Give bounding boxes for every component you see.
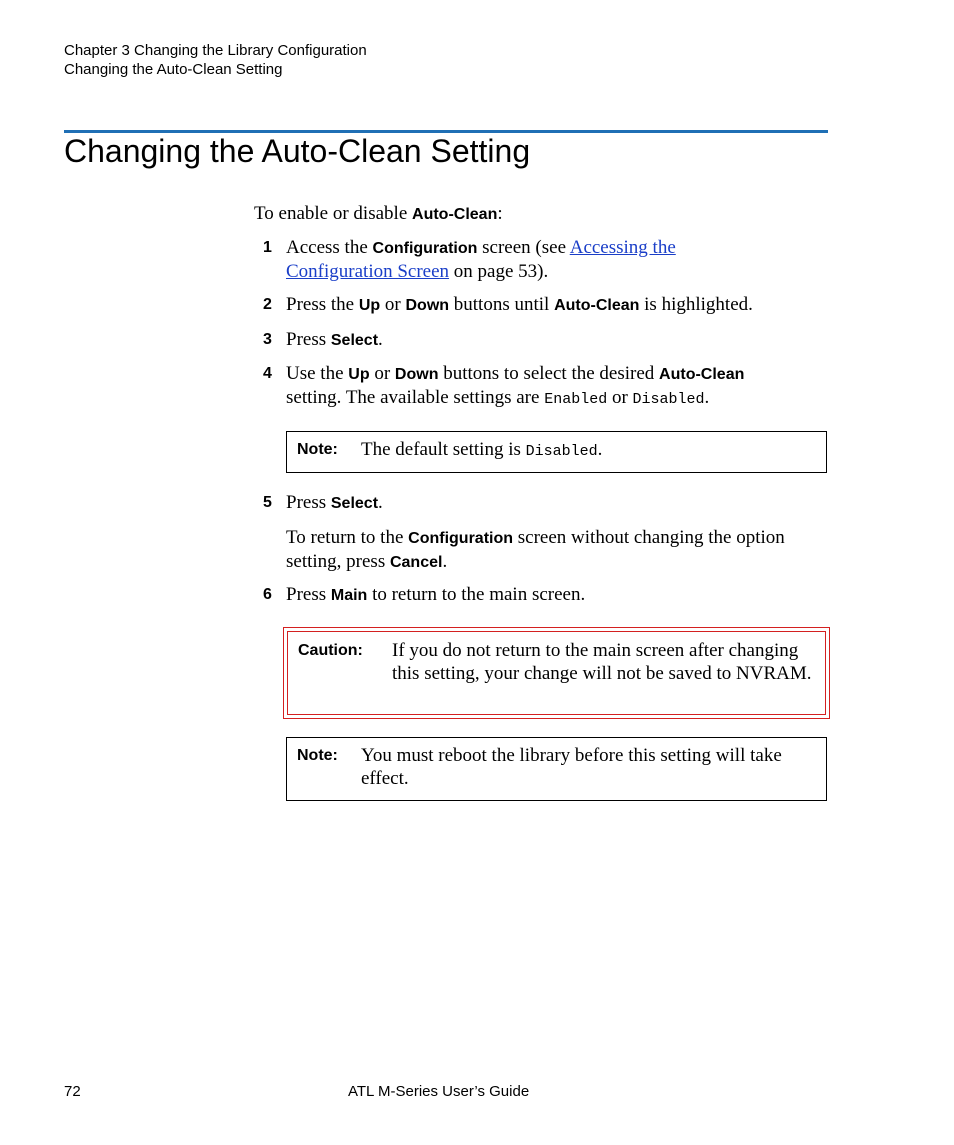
caution-text: If you do not return to the main screen after changing this setting, your change will not be saved to NVRAM. [392,640,812,684]
running-header-chapter: Chapter 3 Changing the Library Configuration [64,42,367,59]
step-text: or [369,363,395,384]
ui-term: Configuration [372,240,478,257]
step-1-number: 1 [263,239,272,256]
step-text: buttons until [449,294,555,315]
caution-inner-frame [287,631,826,715]
step-text: Access the [286,237,373,258]
ui-term: Main [330,587,368,604]
step-text: or [607,387,633,408]
step-5-text [286,491,831,515]
step-1-text [286,236,831,283]
ui-term: Configuration [408,530,514,547]
ui-term: Auto-Clean [659,366,745,383]
step-text: . [704,387,710,408]
step-text: buttons to select the desired [438,363,660,384]
intro-paragraph [254,202,503,226]
step-text: . [378,492,383,513]
setting-value: Disabled [632,391,705,408]
step-6-text [286,583,831,607]
note-text: You must reboot the library before this setting will take effect. [361,745,782,789]
step-text: Press [286,329,331,350]
step-4-text [286,362,831,411]
step-3-text [286,328,831,352]
note-default-setting [286,431,827,473]
step-2-number: 2 [263,296,272,313]
link-text: Configuration Screen [286,261,450,282]
para-text: . [442,551,448,572]
para-text: To return to the [286,527,409,548]
ui-term: Up [348,366,370,383]
page-title: Changing the Auto-Clean Setting [64,133,531,169]
ui-term: Cancel [389,554,443,571]
link-text: Accessing the [569,237,676,258]
para-text: screen without changing the option setting, press [286,527,785,572]
running-header-section: Changing the Auto-Clean Setting [64,61,283,78]
intro-text: To enable or disable [254,203,413,224]
ui-term: Down [394,366,439,383]
ui-term: Up [358,297,381,314]
note-text-part: The default setting is [361,439,526,460]
caution-label: Caution: [298,642,363,659]
setting-value: Enabled [544,391,608,408]
intro-suffix: : [497,203,503,224]
step-2-text [286,293,831,317]
intro-term: Auto-Clean [412,206,498,223]
note-text-part: . [597,439,603,460]
document-title: ATL M-Series User’s Guide [348,1083,530,1100]
step-text: or [380,294,406,315]
step-5-number: 5 [263,494,272,511]
step-text: is highlighted. [639,294,753,315]
step-text: setting. The available settings are [286,387,545,408]
ui-term: Select [330,332,379,349]
page-number: 72 [64,1083,81,1100]
step-text: on page 53). [449,261,549,282]
note-label: Note: [297,747,338,764]
caution-box [283,627,830,719]
ui-term: Select [330,495,379,512]
step-text: Press [286,584,331,605]
note-reboot [286,737,827,801]
ui-term: Auto-Clean [554,297,640,314]
step-text: to return to the main screen. [367,584,586,605]
step-text: screen (see [477,237,570,258]
step-text: . [378,329,383,350]
note-label: Note: [297,441,338,458]
step-text: Use the [286,363,349,384]
ui-term: Down [405,297,450,314]
step-6-number: 6 [263,586,272,603]
step-text: Press the [286,294,359,315]
return-paragraph [286,526,806,574]
note-text [361,438,602,463]
setting-value: Disabled [525,443,598,460]
step-4-number: 4 [263,365,272,382]
step-text: Press [286,492,331,513]
step-3-number: 3 [263,331,272,348]
